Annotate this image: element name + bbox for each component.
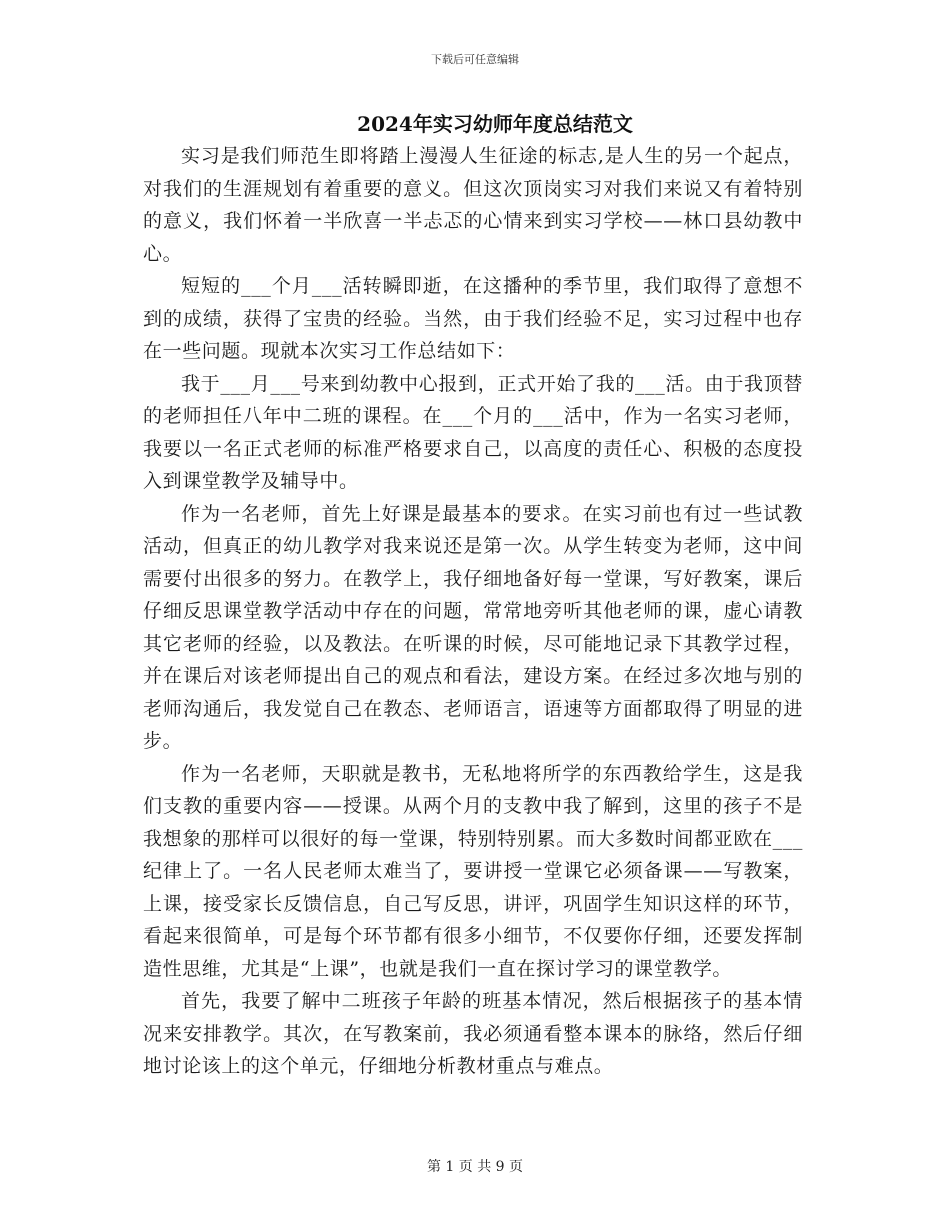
paragraph: 作为一名老师，天职就是教书，无私地将所学的东西教给学生，这是我们支教的重要内容——授课。从两个月的支教中我了解到，这里的孩子不是我想象的那样可以很好的每一堂课，特别特别累。而大多数时间都亚欧在___纪律上了。一名人民老师太难当了，要讲授一堂课它必须备课——写教案，上课，接受家长反馈信息，自己写反思，讲评，巩固学生知识这样的环节，看起来很简单，可是每个环节都有很多小细节，不仅要你仔细，还要发挥制造性思维，尤其是“上课”，也就是我们一直在探讨学习的课堂教学。 [143,762,803,980]
paragraph: 短短的___个月___活转瞬即逝，在这播种的季节里，我们取得了意想不到的成绩，获得了宝贵的经验。当然，由于我们经验不足，实习过程中也存在一些问题。现就本次实习工作总结如下： [143,275,803,362]
paragraph: 我于___月___号来到幼教中心报到，正式开始了我的___活。由于我顶替的老师担任八年中二班的课程。在___个月的___活中，作为一名实习老师，我要以一名正式老师的标准严格要求自己，以高度的责任心、积极的态度投入到课堂教学及辅导中。 [143,372,803,492]
document-title: 2024年实习幼师年度总结范文 [357,112,633,136]
header-note: 下载后可任意编辑 [431,53,519,66]
paragraph: 实习是我们师范生即将踏上漫漫人生征途的标志,是人生的另一个起点，对我们的生涯规划有着重要的意义。但这次顶岗实习对我们来说又有着特别的意义，我们怀着一半欣喜一半忐忑的心情来到实习学校——林口县幼教中心。 [143,145,803,265]
paragraph: 首先，我要了解中二班孩子年龄的班基本情况，然后根据孩子的基本情况来安排教学。其次，在写教案前，我必须通看整本课本的脉络，然后仔细地讨论该上的这个单元，仔细地分析教材重点与难点。 [143,990,803,1077]
document-body [143,140,803,1083]
page-number-footer: 第 1 页 共 9 页 [426,1159,524,1175]
paragraph: 作为一名老师，首先上好课是最基本的要求。在实习前也有过一些试教活动，但真正的幼儿教学对我来说还是第一次。从学生转变为老师，这中间需要付出很多的努力。在教学上，我仔细地备好每一堂课，写好教案，课后仔细反思课堂教学活动中存在的问题，常常地旁听其他老师的课，虚心请教其它老师的经验，以及教法。在听课的时候，尽可能地记录下其教学过程，并在课后对该老师提出自己的观点和看法，建设方案。在经过多次地与别的老师沟通后，我发觉自己在教态、老师语言，语速等方面都取得了明显的进步。 [143,502,803,752]
